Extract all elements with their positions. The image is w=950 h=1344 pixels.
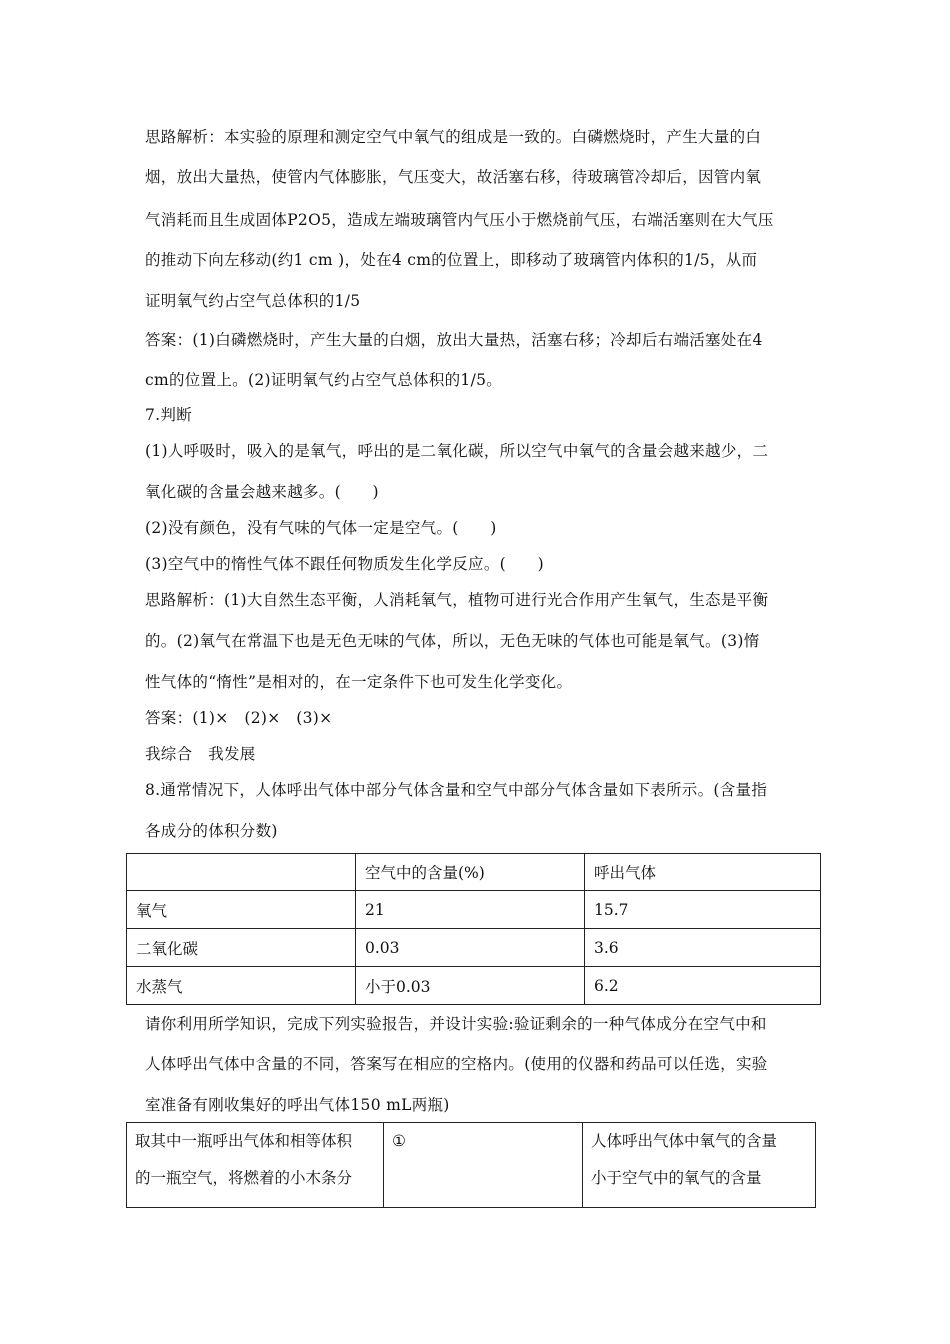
table-header-cell: 空气中的含量(%) <box>356 854 585 891</box>
cell-text-line: 小于空气中的氧气的含量 <box>591 1169 762 1187</box>
table-cell: 0.03 <box>356 929 585 967</box>
answer-line: cm的位置上。(2)证明氧气约占空气总体积的1/5。 <box>145 371 503 389</box>
table-row <box>127 891 821 929</box>
table-cell: 水蒸气 <box>127 967 356 1005</box>
question-8-text: 室准备有刚收集好的呼出气体150 mL两瓶) <box>145 1096 450 1114</box>
question-7-item: 氧化碳的含量会越来越多。( ) <box>145 483 379 501</box>
question-7-item: (3)空气中的惰性气体不跟任何物质发生化学反应。( ) <box>145 555 544 573</box>
question-7-title: 7.判断 <box>145 406 192 424</box>
table-cell: 3.6 <box>585 929 821 967</box>
analysis-line: 证明氧气约占空气总体积的1/5 <box>145 292 361 310</box>
answer-line: 答案：(1)× (2)× (3)× <box>145 709 333 727</box>
procedure-cell <box>127 1123 384 1208</box>
question-7-item: (1)人呼吸时，吸入的是氧气，呼出的是二氧化碳，所以空气中氧气的含量会越来越少，二 <box>145 442 769 460</box>
analysis-line: 的推动下向左移动(约1 cm )，处在4 cm的位置上，即移动了玻璃管内体积的1/5，从而 <box>145 251 758 269</box>
table-header-cell: 呼出气体 <box>585 854 821 891</box>
table-cell: 二氧化碳 <box>127 929 356 967</box>
table-row <box>127 929 821 967</box>
cell-text-line: 人体呼出气体中氧气的含量 <box>591 1132 778 1150</box>
table-header-row <box>127 854 821 891</box>
phenomenon-cell <box>384 1123 583 1208</box>
conclusion-cell <box>583 1123 816 1208</box>
table-cell: 21 <box>356 891 585 929</box>
question-8-intro: 各成分的体积分数) <box>145 822 278 840</box>
question-8-text: 请你利用所学知识，完成下列实验报告，并设计实验:验证剩余的一种气体成分在空气中和 <box>145 1015 767 1033</box>
analysis-line: 烟，放出大量热，使管内气体膨胀，气压变大，故活塞右移，待玻璃管冷却后，因管内氧 <box>145 168 762 186</box>
cell-text-line: 取其中一瓶呼出气体和相等体积 <box>135 1132 353 1150</box>
question-8-intro: 8.通常情况下，人体呼出气体中部分气体含量和空气中部分气体含量如下表所示。(含量指 <box>145 781 768 799</box>
gas-content-table <box>126 853 821 1005</box>
analysis-line: 思路解析：本实验的原理和测定空气中氧气的组成是一致的。白磷燃烧时，产生大量的白 <box>145 128 762 146</box>
analysis-line: 的。(2)氧气在常温下也是无色无味的气体，所以，无色无味的气体也可能是氧气。(3)惰 <box>145 632 760 650</box>
cell-text-line: 的一瓶空气，将燃着的小木条分 <box>135 1169 353 1187</box>
cell-text-line: ① <box>392 1132 406 1150</box>
table-header-cell <box>127 854 356 891</box>
table-cell: 6.2 <box>585 967 821 1005</box>
experiment-report-table <box>126 1122 816 1208</box>
answer-line: 答案：(1)白磷燃烧时，产生大量的白烟，放出大量热，活塞右移；冷却后右端活塞处在4 <box>145 331 763 349</box>
table-row <box>127 967 821 1005</box>
table-cell: 氧气 <box>127 891 356 929</box>
analysis-line: 性气体的“惰性”是相对的，在一定条件下也可发生化学变化。 <box>145 673 573 691</box>
table-cell: 15.7 <box>585 891 821 929</box>
section-title: 我综合 我发展 <box>145 745 256 763</box>
table-cell: 小于0.03 <box>356 967 585 1005</box>
table-row <box>127 1123 816 1208</box>
question-7-item: (2)没有颜色，没有气味的气体一定是空气。( ) <box>145 519 497 537</box>
analysis-line: 思路解析：(1)大自然生态平衡，人消耗氧气，植物可进行光合作用产生氧气，生态是平衡 <box>145 591 769 609</box>
analysis-line: 气消耗而且生成固体P2O5，造成左端玻璃管内气压小于燃烧前气压，右端活塞则在大气压 <box>145 211 774 229</box>
question-8-text: 人体呼出气体中含量的不同，答案写在相应的空格内。(使用的仪器和药品可以任选，实验 <box>145 1055 768 1073</box>
